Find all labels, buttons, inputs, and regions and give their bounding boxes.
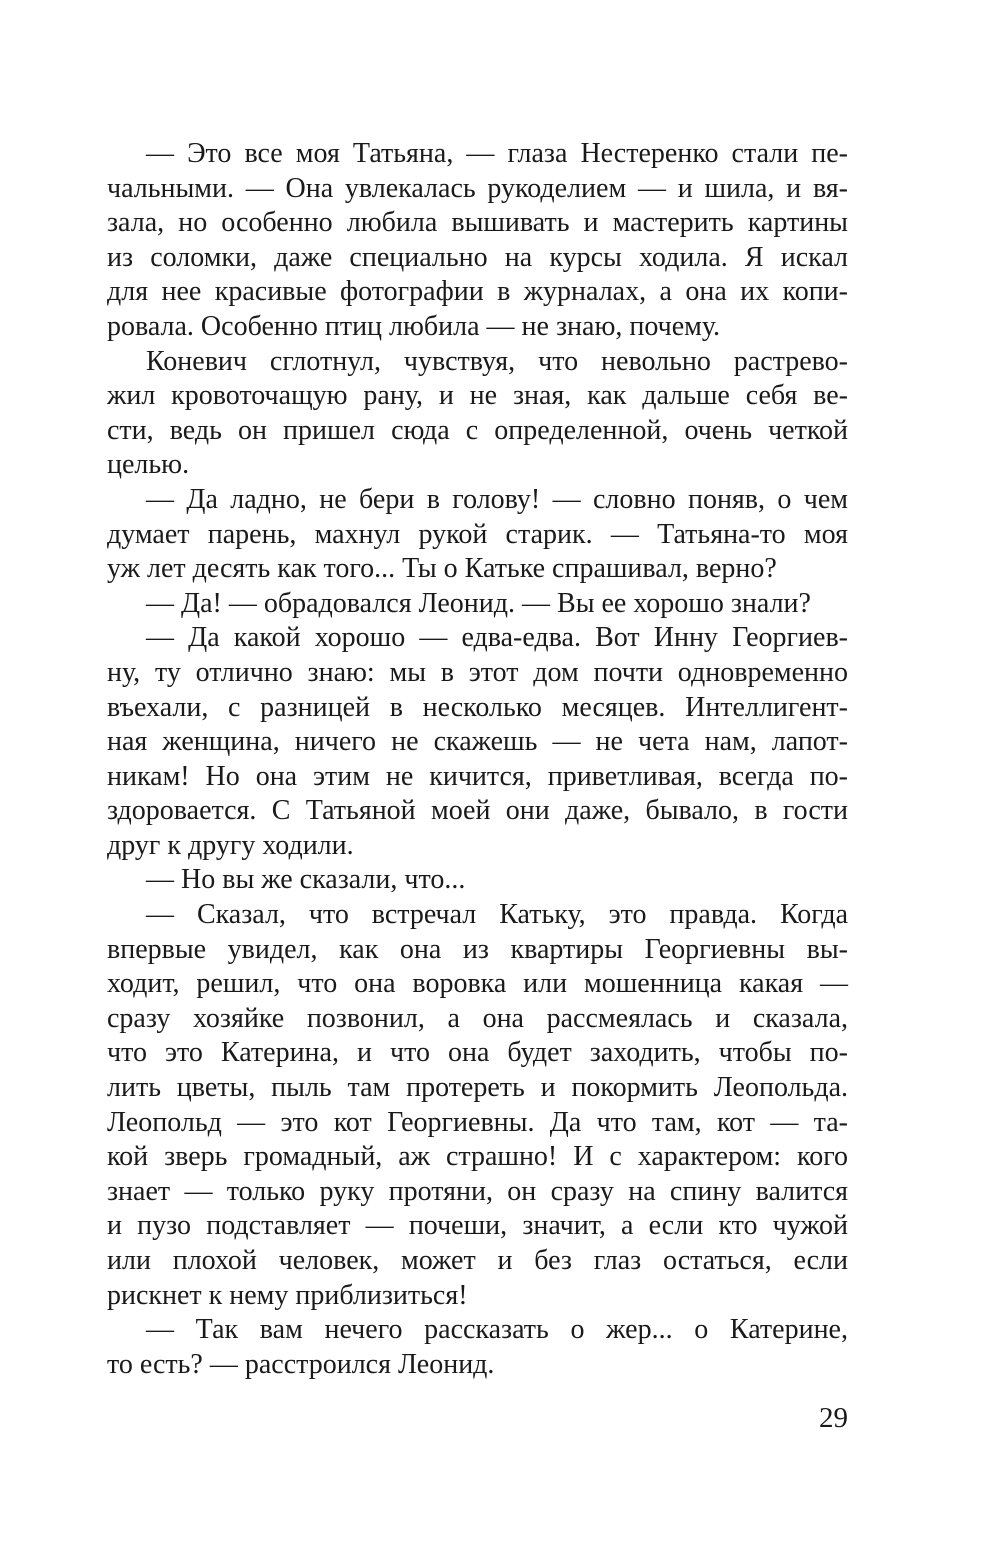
text-line: зала, но особенно любила вышивать и мастерить картины [107, 207, 848, 239]
text-line: — Да ладно, не бери в голову! — словно поняв, о чем [146, 483, 848, 515]
text-line: — Да! — обрадовался Леонид. — Вы ее хорошо знали? [146, 587, 811, 619]
text-line: ная женщина, ничего не скажешь — не чета нам, лапот- [107, 726, 848, 758]
text-line: сразу хозяйке позвонил, а она рассмеялась и сказала, [107, 1002, 848, 1034]
page-number: 29 [819, 1402, 848, 1434]
text-line: — Сказал, что встречал Катьку, это правда. Когда [146, 899, 848, 931]
text-line: лить цветы, пыль там протереть и покормить Леопольда. [107, 1072, 848, 1104]
text-line: ну, ту отлично знаю: мы в этот дом почти одновременно [107, 656, 848, 688]
text-line: друг к другу ходили. [107, 829, 354, 861]
text-line: жил кровоточащую рану, и не зная, как дальше себя ве- [107, 380, 848, 412]
text-line: здоровается. С Татьяной моей они даже, бывало, в гости [107, 795, 848, 827]
text-line: из соломки, даже специально на курсы ходила. Я искал [107, 241, 848, 273]
text-line: то есть? — расстроился Леонид. [107, 1348, 495, 1380]
text-line: Коневич сглотнул, чувствуя, что невольно растрево- [146, 345, 848, 377]
text-line: уж лет десять как того... Ты о Катьке спрашивал, верно? [107, 553, 777, 585]
text-line: кой зверь громадный, аж страшно! И с характером: кого [107, 1141, 848, 1173]
text-line: или плохой человек, может и без глаз остаться, если [107, 1245, 848, 1276]
text-line: впервые увидел, как она из квартиры Георгиевны вы- [107, 933, 848, 965]
text-line: — Так вам нечего рассказать о жер... о Катерине, [146, 1314, 848, 1346]
text-line: знает — только руку протяни, он сразу на спину валится [107, 1175, 848, 1207]
text-line: — Да какой хорошо — едва-едва. Вот Инну Георгиев- [146, 622, 848, 654]
text-line: и пузо подставляет — почеши, значит, а если кто чужой [107, 1210, 848, 1242]
text-line: для нее красивые фотографии в журналах, а она их копи- [107, 276, 848, 308]
text-line: — Но вы же сказали, что... [146, 864, 466, 896]
text-line: ходит, решил, что она воровка или мошенница какая — [107, 968, 848, 1000]
text-line: чальными. — Она увлекалась рукоделием — и шила, и вя- [107, 172, 848, 204]
text-line: никам! Но она этим не кичится, приветливая, всегда по- [107, 760, 848, 792]
text-line: Леопольд — это кот Георгиевны. Да что там, кот — та- [107, 1106, 848, 1138]
text-line: целью. [107, 449, 190, 481]
text-line: въехали, с разницей в несколько месяцев. Интеллигент- [107, 691, 848, 723]
text-line: что это Катерина, и что она будет заходить, чтобы по- [107, 1037, 848, 1069]
text-line: — Это все моя Татьяна, — глаза Нестеренко стали пе- [146, 138, 848, 169]
text-line: думает парень, махнул рукой старик. — Татьяна-то моя [107, 518, 848, 550]
page-body-text [107, 137, 848, 1382]
text-line: рискнет к нему приблизиться! [107, 1279, 468, 1311]
text-line: сти, ведь он пришел сюда с определенной, очень четкой [107, 414, 848, 446]
text-line: ровала. Особенно птиц любила — не знаю, почему. [107, 310, 721, 342]
